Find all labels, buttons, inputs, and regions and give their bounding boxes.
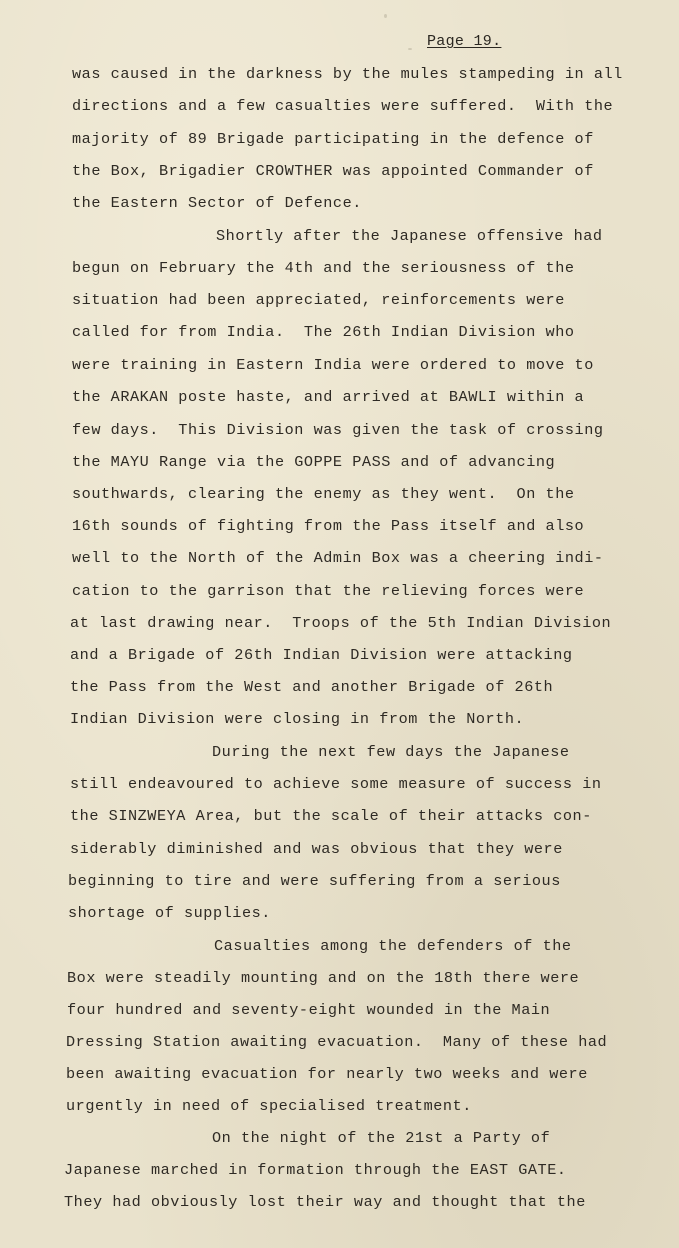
text-line: called for from India. The 26th Indian Division who xyxy=(72,323,575,341)
text-line: the Eastern Sector of Defence. xyxy=(72,194,362,212)
text-line: well to the North of the Admin Box was a cheering indi- xyxy=(72,549,604,567)
text-line: been awaiting evacuation for nearly two weeks and were xyxy=(66,1065,588,1083)
text-line: the Pass from the West and another Brigade of 26th xyxy=(70,678,554,696)
text-line: was caused in the darkness by the mules stampeding in all xyxy=(72,65,623,83)
text-line: the Box, Brigadier CROWTHER was appointed Commander of xyxy=(72,162,594,180)
paragraph-opening-line: Shortly after the Japanese offensive had xyxy=(216,227,603,245)
text-line: urgently in need of specialised treatment. xyxy=(66,1097,472,1115)
text-line: begun on February the 4th and the seriousness of the xyxy=(72,259,575,277)
page-number: Page 19. xyxy=(427,33,502,50)
text-line: the ARAKAN poste haste, and arrived at BAWLI within a xyxy=(72,388,585,406)
text-line: 16th sounds of fighting from the Pass itself and also xyxy=(72,517,585,535)
text-line: Indian Division were closing in from the North. xyxy=(70,710,525,728)
text-line: few days. This Division was given the task of crossing xyxy=(72,421,604,439)
ink-speck xyxy=(384,14,387,18)
paragraph-opening-line: Casualties among the defenders of the xyxy=(214,937,572,955)
text-line: beginning to tire and were suffering from a serious xyxy=(68,872,561,890)
text-line: siderably diminished and was obvious that they were xyxy=(70,840,563,858)
text-line: situation had been appreciated, reinforcements were xyxy=(72,291,565,309)
text-line: four hundred and seventy-eight wounded in the Main xyxy=(67,1001,551,1019)
text-line: southwards, clearing the enemy as they went. On the xyxy=(72,485,575,503)
text-line: directions and a few casualties were suffered. With the xyxy=(72,97,614,115)
text-line: the MAYU Range via the GOPPE PASS and of advancing xyxy=(72,453,556,471)
text-line: Japanese marched in formation through the EAST GATE. xyxy=(64,1161,567,1179)
text-line: the SINZWEYA Area, but the scale of their attacks con- xyxy=(70,807,592,825)
text-line: were training in Eastern India were ordered to move to xyxy=(72,356,594,374)
text-line: majority of 89 Brigade participating in the defence of xyxy=(72,130,594,148)
text-line: cation to the garrison that the relieving forces were xyxy=(72,582,585,600)
paragraph-opening-line: On the night of the 21st a Party of xyxy=(212,1129,551,1147)
paragraph-opening-line: During the next few days the Japanese xyxy=(212,743,570,761)
text-line: shortage of supplies. xyxy=(68,904,271,922)
ink-speck xyxy=(408,48,412,50)
text-line: They had obviously lost their way and thought that the xyxy=(64,1193,586,1211)
text-line: and a Brigade of 26th Indian Division were attacking xyxy=(70,646,573,664)
text-line: Box were steadily mounting and on the 18th there were xyxy=(67,969,580,987)
text-line: at last drawing near. Troops of the 5th Indian Division xyxy=(70,614,612,632)
text-line: still endeavoured to achieve some measure of success in xyxy=(70,775,602,793)
text-line: Dressing Station awaiting evacuation. Many of these had xyxy=(66,1033,608,1051)
